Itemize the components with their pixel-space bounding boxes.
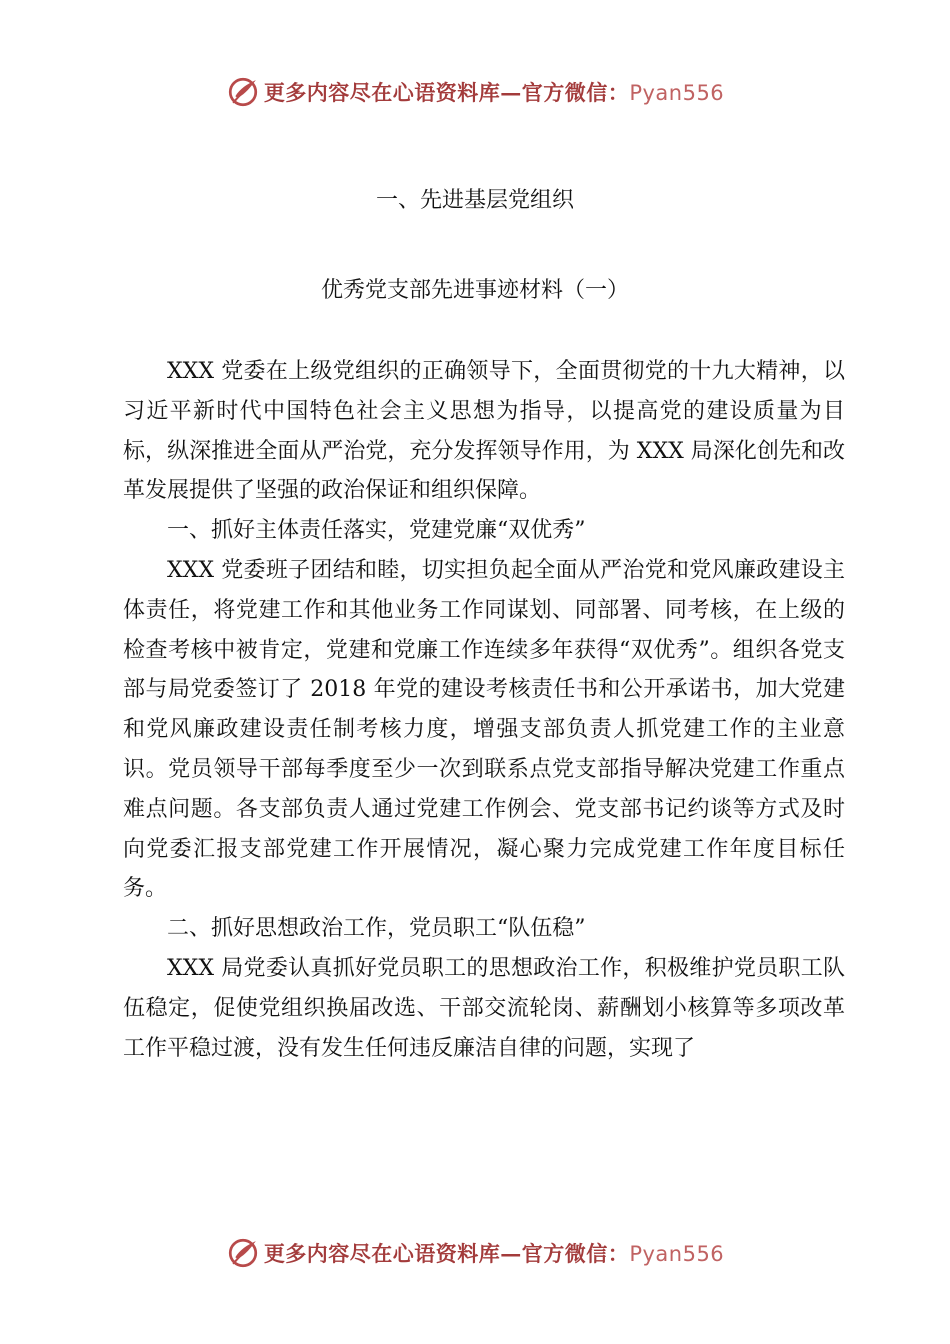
wechat-id: Pyan556 [629, 81, 725, 105]
footer-banner [0, 1231, 950, 1275]
document-title: 优秀党支部先进事迹材料（一） [320, 278, 629, 303]
subheading-1: 一、抓好主体责任落实，党建党廉“双优秀” [167, 518, 586, 544]
section-heading: 一、先进基层党组织 [375, 188, 574, 213]
banner-label: 更多内容尽在心语资料库—官方微信： [263, 1241, 630, 1266]
banner-label: 更多内容尽在心语资料库—官方微信： [263, 80, 630, 105]
paragraph-2: XXX 局党委认真抓好党员职工的思想政治工作，积极维护党员职工队伍稳定，促使党组织换届改选、干部交流轮岗、薪酬划小核算等多项改革工作平稳过渡，没有发生任何违反廉洁自律的问题，实现了 [123, 955, 845, 1061]
paragraph-1: XXX 党委班子团结和睦，切实担负起全面从严治党和党风廉政建设主体责任，将党建工作和其他业务工作同谋划、同部署、同考核，在上级的检查考核中被肯定，党建和党廉工作连续多年获得“双优秀”。组织各党支部与局党委签订了 2018 年党的建设考核责任书和公开承诺书，加大党建和党风廉政建设责任制考核力度，增强支部负责人抓党建工作的主业意识。党员领导干部每季度至少一次到联系点党支部指导解决党建工作重点难点问题。各支部负责人通过党建工作例会、党支部书记约谈等方式及时向党委汇报支部党建工作开展情况，凝心聚力完成党建工作年度目标任务。 [123, 557, 845, 902]
banner-text [264, 1238, 724, 1268]
banner-text [264, 77, 724, 107]
quill-circle-logo-icon [226, 75, 260, 109]
paragraph-intro: XXX 党委在上级党组织的正确领导下，全面贯彻党的十九大精神，以习近平新时代中国特色社会主义思想为指导，以提高党的建设质量为目标，纵深推进全面从严治党，充分发挥领导作用，为 XXX 局深化创先和改革发展提供了坚强的政治保证和组织保障。 [123, 359, 845, 504]
document-body [123, 352, 845, 1068]
header-banner [0, 70, 950, 114]
wechat-id: Pyan556 [629, 1242, 725, 1266]
quill-circle-logo-icon [226, 1236, 260, 1270]
subheading-2: 二、抓好思想政治工作，党员职工“队伍稳” [167, 916, 586, 942]
